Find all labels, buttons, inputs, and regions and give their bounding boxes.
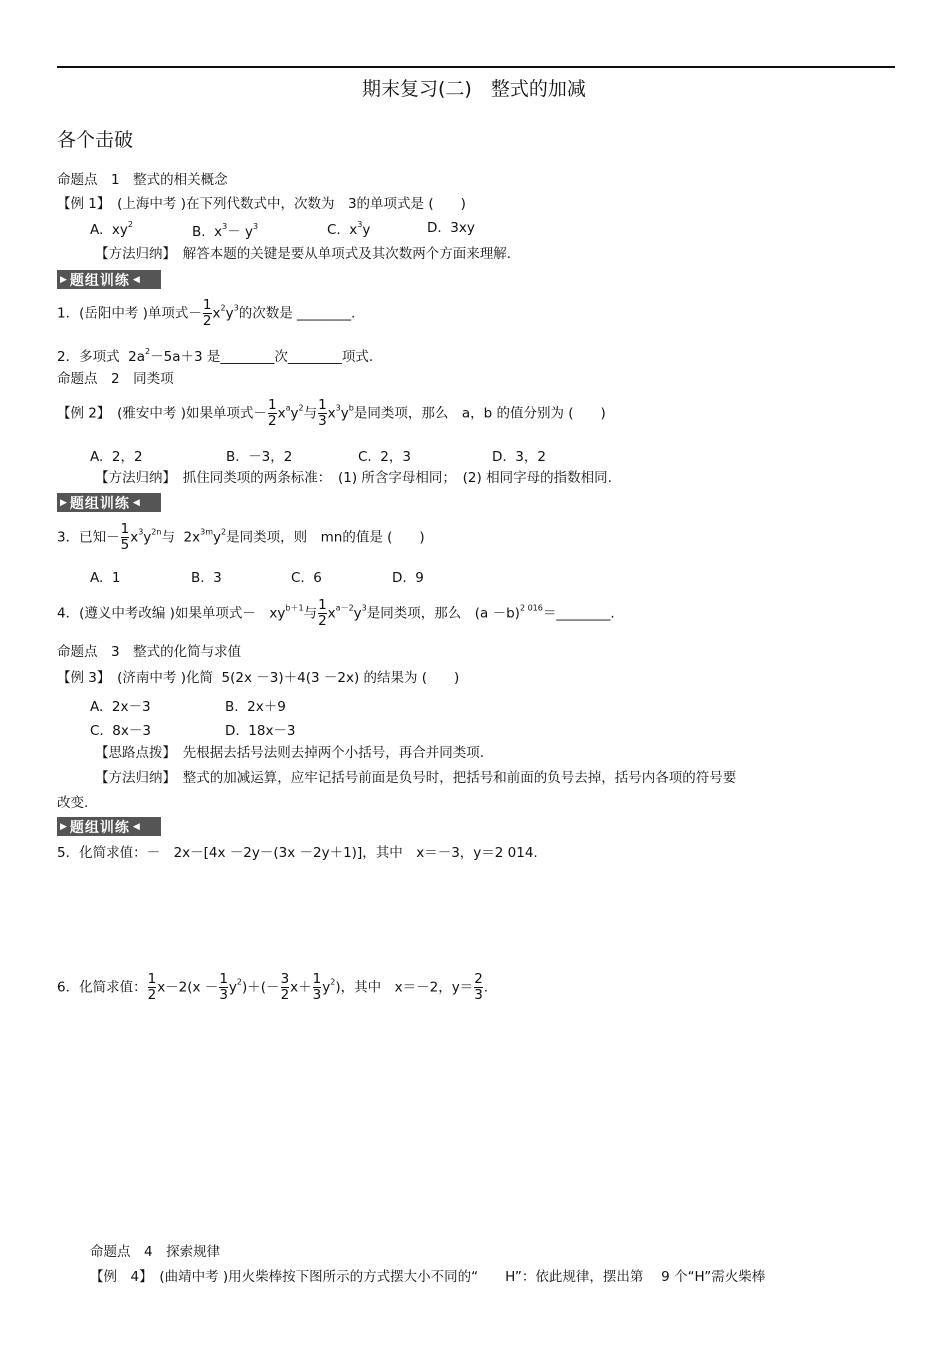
ex2-option-a: A. 2，2 <box>90 449 143 465</box>
ex2-option-b: B. －3，2 <box>226 449 293 465</box>
kp2-heading: 命题点 2 同类项 <box>57 371 174 387</box>
page-title: 期末复习(二) 整式的加减 <box>362 78 586 100</box>
q3-option-c: C. 6 <box>291 570 322 586</box>
example-2: 【例 2】 (雅安中考 )如果单项式－ $\frac{1}{2}$ $x^ay^2$与 $\frac{1}{3}$ $x^3y^b$是同类项，那么 a，b 的值分别为 ( ) <box>57 397 606 429</box>
ex2-option-d: D. 3，2 <box>492 449 546 465</box>
ex3-option-a: A. 2x－3 <box>90 699 151 715</box>
play-icon: ▶ <box>60 497 67 508</box>
ex1-option-c: C. $x^3y$ <box>327 220 371 238</box>
header-rule <box>57 66 895 68</box>
example-3: 【例 3】 (济南中考 )化简 5(2x －3)＋4(3 －2x) 的结果为 ( ) <box>57 670 460 686</box>
ex1-option-a: A. $xy^2$ <box>90 220 133 238</box>
play-icon: ▶ <box>60 274 67 285</box>
ex3-hint: 【思路点拨】 先根据去括号法则去掉两个小括号，再合并同类项. <box>95 745 485 761</box>
question-6: 6．化简求值： $\frac{1}{2}$ x－2(x － $\frac{1}{3}$ $y^2)+(-$ $\frac{3}{2}$ x＋ $\frac{1}{3}$ $y^2$)，其中 x＝－2，y＝ $\frac{2}{3}$ . <box>57 971 489 1003</box>
ex1-option-d: D. 3xy <box>427 220 475 236</box>
ex1-option-b: B. $x^3- y^3$ <box>192 222 259 240</box>
kp1-heading: 命题点 1 整式的相关概念 <box>57 172 228 188</box>
section-heading: 各个击破 <box>57 129 134 151</box>
arrow-left-icon: ◀ <box>132 821 140 832</box>
arrow-left-icon: ◀ <box>132 274 140 285</box>
ex3-option-c: C. 8x－3 <box>90 723 151 739</box>
question-4: 4．(遵义中考改编 )如果单项式－ $xy^{b+1}$与 $\frac{1}{2}$ $x^{a-2}y^3$是同类项，那么 $(a -b)^{2 016}=\_\_\_\_\_\_\_\_$. <box>57 597 615 629</box>
question-5: 5．化简求值：－ 2x－[4x －2y－(3x －2y＋1)]，其中 x＝－3，y＝2 014. <box>57 845 538 861</box>
ex3-option-b: B. 2x＋9 <box>225 699 286 715</box>
example-1: 【例 1】 (上海中考 )在下列代数式中，次数为 3的单项式是 ( ) <box>57 196 466 212</box>
ex3-option-d: D. 18x－3 <box>225 723 296 739</box>
kp3-heading: 命题点 3 整式的化简与求值 <box>57 644 242 660</box>
play-icon: ▶ <box>60 821 67 832</box>
drill-badge-2: ▶ 题组训练 ◀ <box>57 493 161 512</box>
ex3-method: 【方法归纳】 整式的加减运算，应牢记括号前面是负号时，把括号和前面的负号去掉，括号内各项的符号要 <box>95 770 737 786</box>
question-2: 2．多项式 $2a^2-5a+3$ 是________次________项式. <box>57 347 374 365</box>
example-4: 【例 4】 (曲靖中考 )用火柴棒按下图所示的方式摆大小不同的“ H”：依此规律，摆出第 9 个“H”需火柴棒 <box>90 1269 766 1285</box>
q3-option-a: A. 1 <box>90 570 121 586</box>
ex2-method: 【方法归纳】 抓住同类项的两条标准： (1) 所含字母相同； (2) 相同字母的指数相同. <box>95 470 612 486</box>
q3-option-b: B. 3 <box>191 570 222 586</box>
ex3-method-cont: 改变. <box>57 795 89 811</box>
ex1-method: 【方法归纳】 解答本题的关键是要从单项式及其次数两个方面来理解. <box>95 246 512 262</box>
drill-badge-1: ▶ 题组训练 ◀ <box>57 270 161 289</box>
arrow-left-icon: ◀ <box>132 497 140 508</box>
drill-badge-3: ▶ 题组训练 ◀ <box>57 817 161 836</box>
q3-option-d: D. 9 <box>392 570 424 586</box>
question-1: 1．(岳阳中考 )单项式－ $\frac{1}{2}$ $x^2y^3$的次数是 ________. <box>57 297 356 329</box>
kp4-heading: 命题点 4 探索规律 <box>90 1244 221 1260</box>
ex2-option-c: C. 2，3 <box>358 449 411 465</box>
question-3: 3．已知－ $\frac{1}{5}$ $x^3y^{2n}$与 $2x^{3m}y^2$是同类项，则 mn的值是 ( ) <box>57 521 425 553</box>
